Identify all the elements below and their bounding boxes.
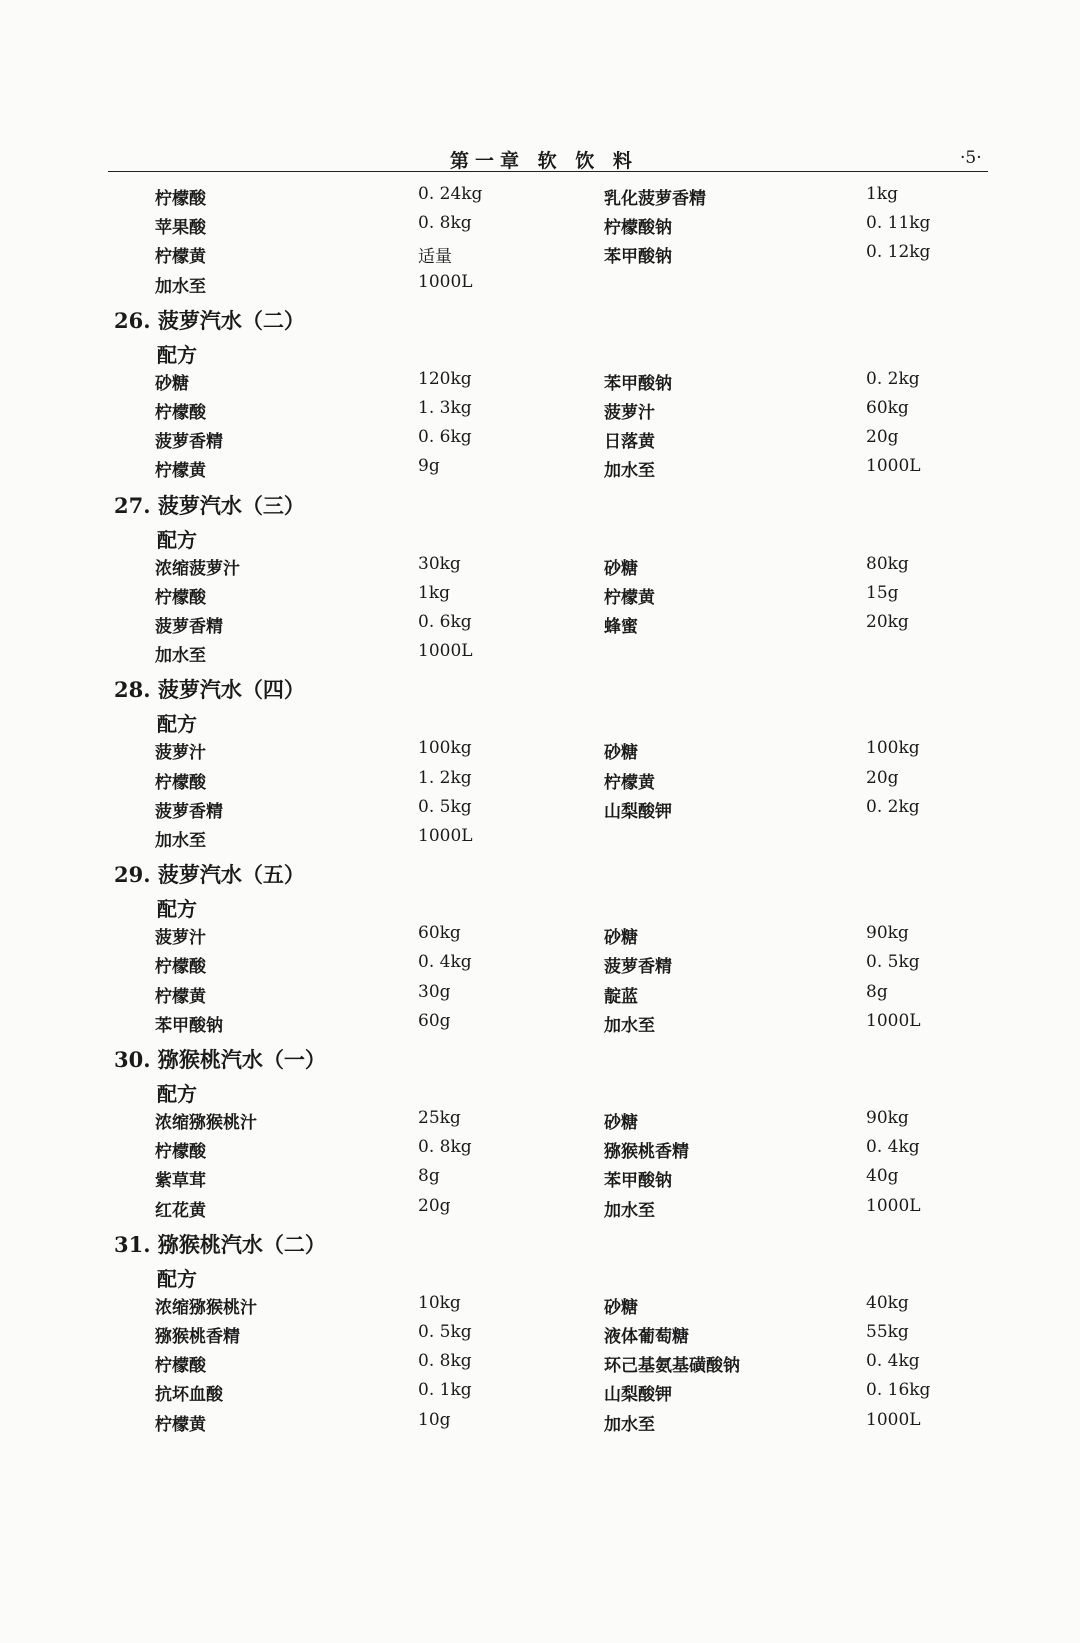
ingredient-name: 菠萝汁 [155,743,206,764]
ingredient-amount: 1000L [866,1409,921,1430]
ingredient-amount: 8g [866,981,888,1002]
recipe-title [114,1229,326,1259]
ingredient-amount: 40kg [866,1292,909,1313]
ingredient-amount: 0. 16kg [866,1380,931,1401]
ingredient-row [0,1196,1080,1226]
ingredient-name: 加水至 [155,831,206,851]
ingredient-name: 加水至 [604,461,655,482]
ingredient-row [0,242,1080,272]
ingredient-name: 苹果酸 [155,218,206,239]
ingredient-amount: 适量 [418,247,452,268]
ingredient-amount: 1kg [866,184,898,204]
ingredient-name: 苯甲酸钠 [604,1171,672,1192]
ingredient-name: 浓缩猕猴桃汁 [155,1113,257,1133]
ingredient-name: 猕猴桃香精 [155,1327,240,1347]
ingredient-row [0,952,1080,982]
recipe-title [114,1044,326,1074]
ingredient-row [0,612,1080,642]
ingredient-amount: 0. 24kg [418,184,483,204]
ingredient-name: 砂糖 [604,743,638,764]
ingredient-row [0,427,1080,457]
ingredient-name: 柠檬酸 [155,772,206,793]
ingredient-name: 砂糖 [604,1297,638,1318]
recipe-title [114,859,305,889]
ingredient-name: 蜂蜜 [604,617,638,637]
ingredient-amount: 0. 8kg [418,1351,472,1372]
ingredient-amount: 20g [418,1195,451,1216]
ingredient-name: 砂糖 [604,558,638,579]
ingredient-amount: 15g [866,582,899,603]
ingredient-name: 乳化菠萝香精 [604,189,706,209]
ingredient-name: 柠檬酸 [155,957,206,978]
ingredient-amount: 0. 4kg [866,1137,920,1158]
ingredient-amount: 80kg [866,553,909,574]
ingredient-amount: 0. 6kg [418,427,472,448]
ingredient-amount: 90kg [866,923,909,944]
ingredient-amount: 1. 3kg [418,398,472,418]
ingredient-name: 柠檬黄 [155,1414,206,1435]
ingredient-amount: 0. 6kg [418,612,472,632]
ingredient-amount: 0. 2kg [866,796,920,817]
ingredient-amount: 120kg [418,368,472,389]
ingredient-name: 菠萝汁 [604,403,655,423]
recipe-number: 30. [114,1047,158,1072]
ingredient-amount: 1000L [418,271,473,292]
ingredient-amount: 55kg [866,1322,909,1342]
ingredient-amount: 25kg [418,1108,461,1128]
ingredient-amount: 1kg [418,582,450,603]
ingredient-name: 加水至 [604,1200,655,1221]
ingredient-name: 砂糖 [155,373,189,394]
recipe-number: 28. [114,677,158,703]
ingredient-amount: 8g [418,1166,440,1187]
ingredient-row [0,1380,1080,1410]
ingredient-name: 加水至 [155,646,206,667]
formula-label: 配方 [157,1082,197,1106]
ingredient-row [0,369,1080,399]
recipe-name: 菠萝汽水（三） [157,492,305,518]
ingredient-amount: 60kg [418,923,461,944]
ingredient-amount: 0. 5kg [418,1322,472,1342]
recipe-name: 猕猴桃汽水（一） [157,1047,326,1072]
ingredient-amount: 40g [866,1166,899,1187]
ingredient-row [0,641,1080,671]
ingredient-name: 柠檬酸 [155,1356,206,1377]
ingredient-amount: 0. 2kg [866,368,920,389]
ingredient-name: 苯甲酸钠 [155,1015,223,1036]
ingredient-name: 柠檬黄 [604,587,655,608]
ingredient-name: 柠檬黄 [604,772,655,793]
ingredient-row [0,738,1080,768]
ingredient-name: 日落黄 [604,432,655,453]
recipe-title [114,305,305,335]
formula-label: 配方 [157,712,197,737]
ingredient-name: 菠萝香精 [155,432,223,453]
ingredient-row [0,1137,1080,1167]
ingredient-amount: 20g [866,427,899,448]
formula-label: 配方 [157,1266,197,1291]
ingredient-amount: 0. 5kg [866,952,920,973]
ingredient-name: 柠檬酸 [155,403,206,423]
recipe-title [114,674,305,704]
ingredient-row [0,398,1080,428]
ingredient-amount: 1000L [866,1010,921,1031]
recipe-number: 31. [114,1231,158,1257]
ingredient-name: 加水至 [155,276,206,297]
header-rule [108,171,988,172]
ingredient-amount: 0. 11kg [866,213,931,234]
formula-label: 配方 [157,527,197,552]
ingredient-name: 柠檬黄 [155,986,206,1007]
ingredient-amount: 0. 12kg [866,242,931,263]
ingredient-row [0,923,1080,953]
ingredient-amount: 0. 4kg [866,1351,920,1372]
ingredient-amount: 20g [866,767,899,788]
ingredient-name: 柠檬酸 [155,587,206,608]
recipe-name: 菠萝汽水（五） [157,862,305,888]
ingredient-amount: 10kg [418,1292,461,1313]
ingredient-row [0,1011,1080,1041]
ingredient-name: 液体葡萄糖 [604,1327,689,1347]
ingredient-amount: 1000L [866,1195,921,1216]
ingredient-row [0,213,1080,243]
ingredient-name: 山梨酸钾 [604,801,672,822]
ingredient-name: 菠萝香精 [155,801,223,822]
ingredient-name: 抗坏血酸 [155,1385,223,1406]
ingredient-amount: 100kg [866,738,920,759]
ingredient-row [0,1293,1080,1323]
ingredient-amount: 1000L [418,826,473,846]
ingredient-row [0,826,1080,856]
ingredient-amount: 9g [418,456,440,477]
ingredient-row [0,1410,1080,1440]
recipe-number: 29. [114,862,158,888]
ingredient-amount: 0. 1kg [418,1380,472,1401]
ingredient-name: 浓缩菠萝汁 [155,558,240,579]
ingredient-name: 菠萝香精 [604,957,672,978]
ingredient-name: 红花黄 [155,1200,206,1221]
ingredient-name: 猕猴桃香精 [604,1142,689,1163]
ingredient-row [0,583,1080,613]
ingredient-amount: 60g [418,1010,451,1031]
ingredient-amount: 30kg [418,553,461,574]
ingredient-name: 加水至 [604,1414,655,1435]
ingredient-name: 靛蓝 [604,986,638,1007]
ingredient-row [0,272,1080,302]
ingredient-name: 菠萝汁 [155,928,206,949]
ingredient-name: 柠檬酸 [155,189,206,209]
recipe-name: 猕猴桃汽水（二） [157,1231,326,1257]
ingredient-row [0,1108,1080,1138]
ingredient-name: 砂糖 [604,928,638,949]
recipe-name: 菠萝汽水（四） [157,677,305,703]
formula-label: 配方 [157,897,197,922]
ingredient-amount: 1. 2kg [418,767,472,788]
ingredient-row [0,554,1080,584]
recipe-name: 菠萝汽水（二） [157,307,305,333]
ingredient-amount: 0. 4kg [418,952,472,973]
ingredient-row [0,797,1080,827]
ingredient-name: 浓缩猕猴桃汁 [155,1297,257,1318]
ingredient-name: 山梨酸钾 [604,1385,672,1406]
chapter-header: 第一章 软 饮 料 [450,150,638,172]
ingredient-amount: 0. 8kg [418,1137,472,1158]
ingredient-name: 柠檬黄 [155,461,206,482]
ingredient-amount: 10g [418,1409,451,1430]
recipe-number: 27. [114,492,158,518]
ingredient-name: 砂糖 [604,1113,638,1133]
ingredient-amount: 30g [418,981,451,1002]
ingredient-row [0,768,1080,798]
formula-label: 配方 [157,342,197,367]
ingredient-amount: 90kg [866,1108,909,1128]
ingredient-row [0,982,1080,1012]
ingredient-name: 柠檬黄 [155,247,206,268]
ingredient-row [0,456,1080,486]
ingredient-name: 菠萝香精 [155,617,223,637]
ingredient-name: 柠檬酸 [155,1142,206,1163]
ingredient-amount: 20kg [866,612,909,632]
ingredient-name: 苯甲酸钠 [604,373,672,394]
ingredient-amount: 60kg [866,398,909,418]
ingredient-row [0,184,1080,214]
ingredient-amount: 1000L [418,641,473,662]
ingredient-amount: 0. 8kg [418,213,472,234]
ingredient-amount: 100kg [418,738,472,759]
ingredient-name: 苯甲酸钠 [604,247,672,268]
ingredient-row [0,1166,1080,1196]
ingredient-row [0,1351,1080,1381]
recipe-number: 26. [114,307,158,333]
ingredient-name: 柠檬酸钠 [604,218,672,239]
ingredient-row [0,1322,1080,1352]
ingredient-name: 环己基氨基磺酸钠 [604,1356,740,1377]
page-number: ·5· [960,148,982,168]
recipe-title [114,490,305,520]
ingredient-amount: 1000L [866,456,921,477]
ingredient-name: 紫草茸 [155,1171,206,1192]
ingredient-amount: 0. 5kg [418,796,472,817]
ingredient-name: 加水至 [604,1015,655,1036]
